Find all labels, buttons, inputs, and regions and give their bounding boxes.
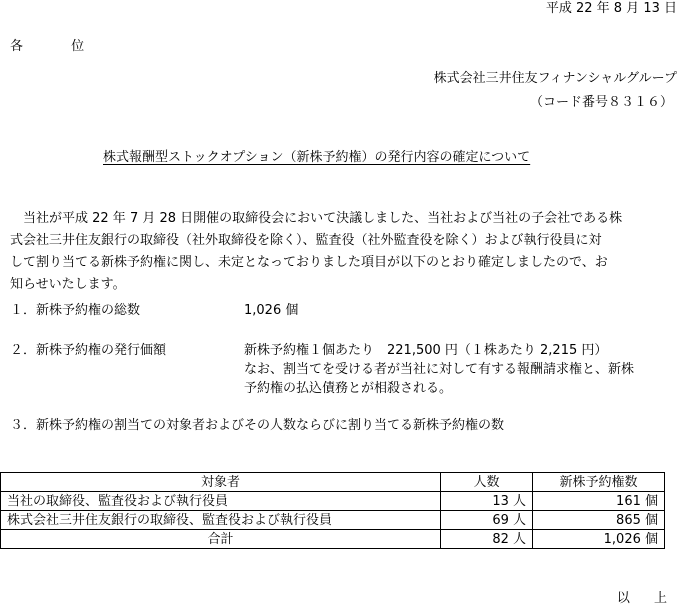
- intro-paragraph: [10, 208, 680, 296]
- table-cell: 865 個: [533, 511, 665, 530]
- table-header-row: [1, 473, 665, 492]
- item-price-note: なお、割当てを受ける者が当社に対して有する報酬請求権と、新株: [244, 362, 635, 377]
- table-cell: 合計: [1, 530, 441, 549]
- table-cell: 13 人: [441, 492, 533, 511]
- allocation-table: [0, 472, 665, 549]
- table-cell: 69 人: [441, 511, 533, 530]
- table-cell: 当社の取締役、監査役および執行役員: [1, 492, 441, 511]
- item-price-label: ２．新株予約権の発行価額: [10, 343, 167, 358]
- table-cell: 82 人: [441, 530, 533, 549]
- intro-line: 知らせいたします。: [10, 277, 126, 292]
- column-header: 新株予約権数: [533, 473, 665, 492]
- item-price-value: 新株予約権１個あたり 221,500 円（１株あたり 2,215 円）: [244, 343, 608, 358]
- intro-line: して割り当てる新株予約権に関し、未定となっておりました項目が以下のとおり確定しましたので、お: [10, 255, 608, 270]
- intro-line: 当社が平成 22 年 7 月 28 日開催の取締役会において決議しました、当社および当社の子会社である株: [10, 211, 623, 226]
- document-title: 株式報酬型ストックオプション（新株予約権）の発行内容の確定について: [103, 150, 531, 165]
- item-total-label: １．新株予約権の総数: [10, 303, 141, 318]
- intro-line: 式会社三井住友銀行の取締役（社外取締役を除く）、監査役（社外監査役を除く）および執行役員に対: [10, 233, 602, 248]
- document-date: 平成 22 年 8 月 13 日: [545, 1, 677, 16]
- company-name: 株式会社三井住友フィナンシャルグループ: [433, 71, 677, 86]
- table-cell: 161 個: [533, 492, 665, 511]
- table-cell: 1,026 個: [533, 530, 665, 549]
- table-row: [1, 492, 665, 511]
- table-cell: 株式会社三井住友銀行の取締役、監査役および執行役員: [1, 511, 441, 530]
- item-allocation-label: ３．新株予約権の割当ての対象者およびその人数ならびに割り当てる新株予約権の数: [10, 418, 505, 433]
- item-price-note: 予約権の払込債務とが相殺される。: [244, 381, 453, 396]
- stock-code: （コード番号８３１６）: [529, 95, 673, 110]
- item-total-value: 1,026 個: [244, 303, 299, 318]
- column-header: 人数: [441, 473, 533, 492]
- table-row: [1, 511, 665, 530]
- column-header: 対象者: [1, 473, 441, 492]
- closing-mark: 以 上: [616, 591, 677, 606]
- table-total-row: [1, 530, 665, 549]
- addressee: 各 位: [10, 39, 107, 54]
